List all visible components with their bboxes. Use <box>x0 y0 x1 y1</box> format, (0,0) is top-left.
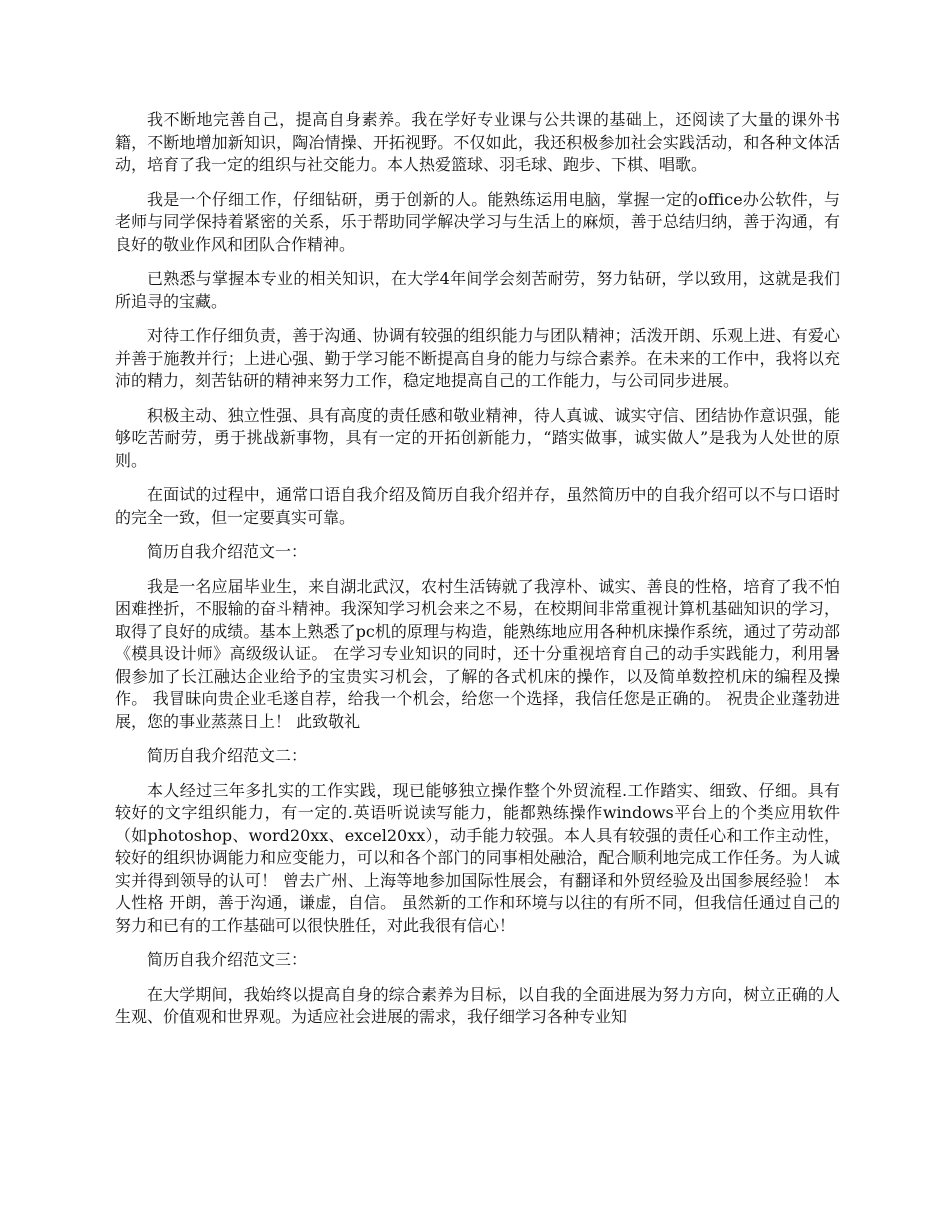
paragraph-initiative: 积极主动、独立性强、具有高度的责任感和敬业精神，待人真诚、诚实守信、团结协作意识强，能够吃苦耐劳，勇于挑战新事物，具有一定的开拓创新能力，“踏实做事，诚实做人”是我为人处世的原则。 <box>115 405 840 470</box>
paragraph-sample-three: 在大学期间，我始终以提高自身的综合素养为目标，以自我的全面进展为努力方向，树立正确的人生观、价值观和世界观。为适应社会进展的需求，我仔细学习各种专业知 <box>115 984 840 1026</box>
paragraph-self-improvement: 我不断地完善自己，提高自身素养。我在学好专业课与公共课的基础上，还阅读了大量的课外书籍，不断地增加新知识，陶冶情操、开拓视野。不仅如此，我还积极参加社会实践活动，和各种文体活动，培育了我一定的组织与社交能力。本人热爱篮球、羽毛球、跑步、下棋、唱歌。 <box>115 110 840 174</box>
paragraph-work-attitude: 对待工作仔细负责，善于沟通、协调有较强的组织能力与团队精神；活泼开朗、乐观上进、有爱心并善于施教并行；上进心强、勤于学习能不断提高自身的能力与综合素养。在未来的工作中，我将以充沛的精力，刻苦钻研的精神来努力工作，稳定地提高自己的工作能力，与公司同步进展。 <box>115 326 840 390</box>
heading-sample-one: 简历自我介绍范文一： <box>147 542 308 561</box>
heading-sample-two: 简历自我介绍范文二： <box>147 746 308 765</box>
paragraph-professional-knowledge: 已熟悉与掌握本专业的相关知识，在大学4年间学会刻苦耐劳，努力钻研，学以致用，这就是我们所追寻的宝藏。 <box>115 269 840 311</box>
paragraph-interview-note: 在面试的过程中，通常口语自我介绍及简历自我介绍并存，虽然简历中的自我介绍可以不与口语时的完全一致，但一定要真实可靠。 <box>115 485 840 527</box>
paragraph-diligent-worker: 我是一个仔细工作，仔细钻研，勇于创新的人。能熟练运用电脑，掌握一定的office办公软件，与老师与同学保持着紧密的关系，乐于帮助同学解决学习与生活上的麻烦，善于总结归纳，善于沟通，有良好的敬业作风和团队合作精神。 <box>115 189 840 254</box>
document-body <box>115 109 840 1041</box>
heading-sample-three: 简历自我介绍范文三： <box>147 950 308 969</box>
paragraph-sample-one: 我是一名应届毕业生，来自湖北武汉，农村生活铸就了我淳朴、诚实、善良的性格，培育了我不怕困难挫折，不服输的奋斗精神。我深知学习机会来之不易，在校期间非常重视计算机基础知识的学习，取得了良好的成绩。基本上熟悉了pc机的原理与构造，能熟练地应用各种机床操作系统，通过了劳动部《模具设计师》高级级认证。 在学习专业知识的同时，还十分重视培育自己的动手实践能力，利用暑假参加了长江融达企业给予的宝贵实习机会，了解的各式机床的操作，以及简单数控机床的编程及操作。 我冒昧向贵企业毛遂自荐，给我一个机会，给您一个选择，我信任您是正确的。 祝贵企业蓬勃进展，您的事业蒸蒸日上！ 此致敬礼 <box>115 576 840 731</box>
paragraph-sample-two: 本人经过三年多扎实的工作实践，现已能够独立操作整个外贸流程.工作踏实、细致、仔细。具有较好的文字组织能力，有一定的.英语听说读写能力，能都熟练操作windows平台上的个类应用软件（如photoshop、word20xx、excel20xx），动手能力较强。本人具有较强的责任心和工作主动性，较好的组织协调能力和应变能力，可以和各个部门的同事相处融洽，配合顺利地完成工作任务。为人诚实并得到领导的认可！ 曾去广州、上海等地参加国际性展会，有翻译和外贸经验及出国参展经验！ 本人性格 开朗，善于沟通，谦虚，自信。 虽然新的工作和环境与以往的有所不同，但我信任通过自己的努力和已有的工作基础可以很快胜任，对此我很有信心！ <box>115 780 840 935</box>
